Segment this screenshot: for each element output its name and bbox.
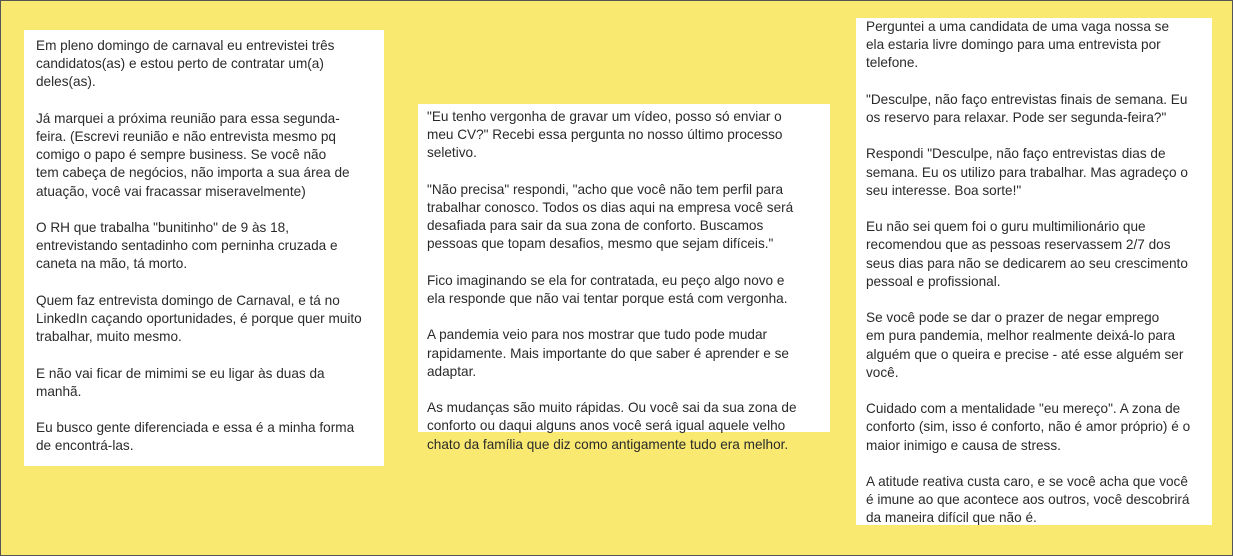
post-paragraph: O RH que trabalha "bunitinho" de 9 às 18, entrevistando sentadinho com perninha cruzada e caneta na mão, tá morto. xyxy=(36,220,338,272)
post-paragraph: A pandemia veio para nos mostrar que tudo pode mudar rapidamente. Mais importante do que saber é aprender e se adaptar. xyxy=(427,327,789,379)
post-card-left xyxy=(24,30,384,466)
post-card-middle xyxy=(418,104,830,452)
post-paragraph: "Eu tenho vergonha de gravar um vídeo, posso só enviar o meu CV?" Recebi essa pergunta no nosso último processo seletivo. xyxy=(427,109,783,161)
post-paragraph: Eu não sei quem foi o guru multimilionário que recomendou que as pessoas reservassem 2/7 dos seus dias para não se dedicarem ao seu crescimento pessoal e profissional. xyxy=(866,219,1188,289)
post-paragraph: E não vai ficar de mimimi se eu ligar às duas da manhã. xyxy=(36,365,325,399)
post-paragraph: Respondi "Desculpe, não faço entrevistas dias de semana. Eu os utilizo para trabalhar. Mas agradeço o seu interesse. Boa sorte!" xyxy=(866,146,1188,198)
post-paragraph: Eu busco gente diferenciada e essa é a minha forma de encontrá-las. xyxy=(36,420,355,454)
post-paragraph: "Não precisa" respondi, "acho que você não tem perfil para trabalhar conosco. Todos os dias aqui na empresa você será desafiada para sair da sua zona de conforto. Buscamos pessoas que topam desafios, mesmo que sejam difíceis." xyxy=(427,181,794,252)
post-paragraph: Perguntei a uma candidata de uma vaga nossa se ela estaria livre domingo para uma entrevista por telefone. xyxy=(866,19,1170,71)
post-paragraph: "Desculpe, não faço entrevistas finais de semana. Eu os reservo para relaxar. Pode ser segunda-feira?" xyxy=(866,91,1188,125)
post-paragraph: A atitude reativa custa caro, e se você acha que você é imune ao que acontece aos outros, você descobrirá da maneira difícil que não é. xyxy=(866,473,1190,526)
post-card-right xyxy=(856,18,1212,525)
post-paragraph: Cuidado com a mentalidade "eu mereço". A zona de conforto (sim, isso é conforto, não é amor próprio) é o maior inimigo e causa de stress. xyxy=(866,401,1191,453)
post-paragraph: Quem faz entrevista domingo de Carnaval, e tá no LinkedIn caçando oportunidades, é porque quer muito trabalhar, muito mesmo. xyxy=(36,292,362,345)
post-paragraph: As mudanças são muito rápidas. Ou você sai da sua zona de conforto ou daqui alguns anos você será igual aquele velho chato da família que diz como antigamente tudo era melhor. xyxy=(427,400,797,452)
post-paragraph: Fico imaginando se ela for contratada, eu peço algo novo e ela responde que não vai tentar porque está com vergonha. xyxy=(427,272,788,306)
post-paragraph: Já marquei a próxima reunião para essa segunda- feira. (Escrevi reunião e não entrevista mesmo pq comigo o papo é sempre business. Se você não tem cabeça de negócios, não importa a sua área de atuação, você vai fracassar miseravelmente) xyxy=(36,110,350,199)
post-paragraph: Em pleno domingo de carnaval eu entrevistei três candidatos(as) e estou perto de contratar um(a) deles(as). xyxy=(36,38,335,90)
post-paragraph: Se você pode se dar o prazer de negar emprego em pura pandemia, melhor realmente deixá-lo para alguém que o queira e precise - até esse alguém ser você. xyxy=(866,310,1184,380)
